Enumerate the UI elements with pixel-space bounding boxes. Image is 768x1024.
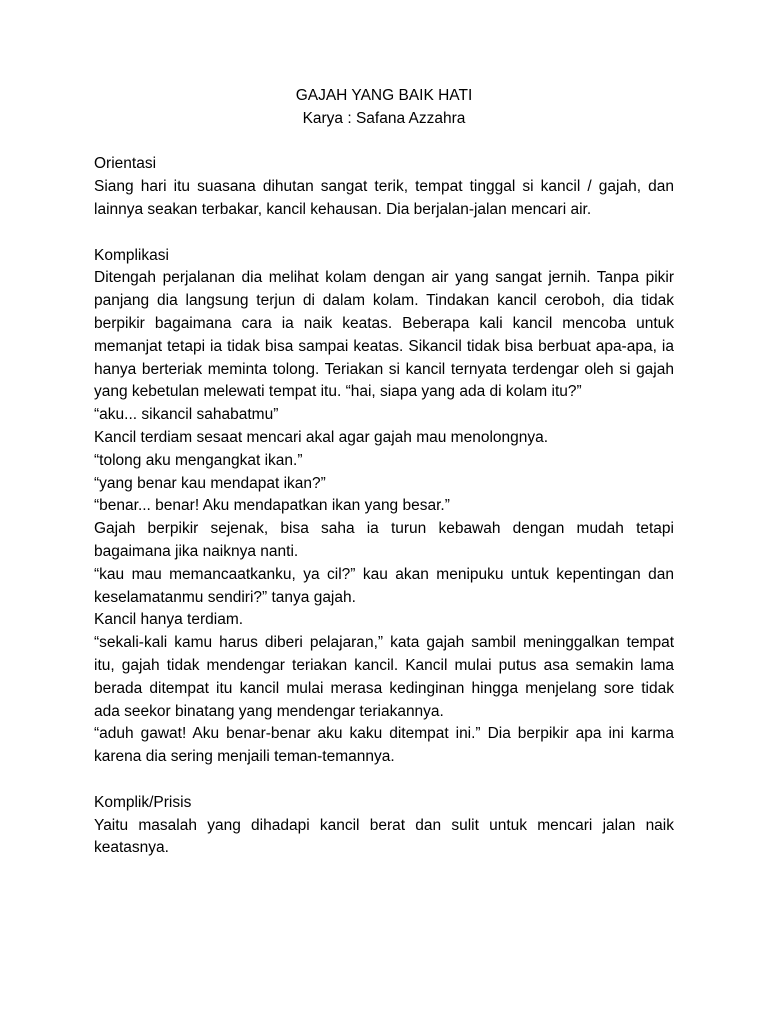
paragraph: Kancil terdiam sesaat mencari akal agar gajah mau menolongnya. — [94, 428, 549, 446]
title-block — [94, 85, 674, 131]
section-heading: Orientasi — [94, 155, 157, 173]
dialogue-line: “tolong aku mengangkat ikan.” — [94, 451, 303, 469]
paragraph: Gajah berpikir sejenak, bisa saha ia turun kebawah dengan mudah tetapi bagaimana jika naiknya nanti. — [94, 520, 674, 560]
blank-line — [94, 222, 674, 245]
document-page — [94, 85, 674, 860]
section-heading: Komplik/Prisis — [94, 793, 192, 811]
dialogue-line: “aku... sikancil sahabatmu” — [94, 406, 279, 424]
dialogue-line: “kau mau memancaatkanku, ya cil?” kau akan menipuku untuk kepentingan dan keselamatanmu sendiri?” tanya gajah. — [94, 565, 674, 606]
document-author: Karya : Safana Azzahra — [302, 109, 466, 127]
paragraph: Siang hari itu suasana dihutan sangat terik, tempat tinggal si kancil / gajah, dan lainnya seakan terbakar, kancil kehausan. Dia berjalan-jalan mencari air. — [94, 178, 674, 218]
blank-line — [94, 131, 674, 154]
section-komplikasi — [94, 245, 674, 769]
dialogue-line: “yang benar kau mendapat ikan?” — [94, 474, 326, 492]
dialogue-line: “benar... benar! Aku mendapatkan ikan yang besar.” — [94, 497, 450, 515]
paragraph: Kancil hanya terdiam. — [94, 611, 244, 629]
section-komplik-prisis — [94, 792, 674, 860]
section-heading: Komplikasi — [94, 246, 169, 264]
blank-line — [94, 769, 674, 792]
paragraph: Yaitu masalah yang dihadapi kancil berat dan sulit untuk mencari jalan naik keatasnya. — [94, 816, 674, 857]
document-title: GAJAH YANG BAIK HATI — [295, 87, 473, 104]
dialogue-line: “aduh gawat! Aku benar-benar aku kaku ditempat ini.” Dia berpikir apa ini karma karena dia sering menjaili teman-temannya. — [94, 725, 674, 766]
paragraph: Ditengah perjalanan dia melihat kolam dengan air yang sangat jernih. Tanpa pikir panjang dia langsung terjun di dalam kolam. Tindakan kancil ceroboh, dia tidak berpikir bagaimana cara ia naik keatas. Beberapa kali kancil mencoba untuk memanjat tetapi ia tidak bisa sampai keatas. Sikancil tidak bisa berbuat apa-apa, ia hanya berteriak meminta tolong. Teriakan si kancil ternyata terdengar oleh si gajah yang kebetulan melewati tempat itu. “hai, siapa yang ada di kolam itu?” — [94, 269, 674, 401]
section-orientasi — [94, 153, 674, 221]
paragraph: “sekali-kali kamu harus diberi pelajaran,” kata gajah sambil meninggalkan tempat itu, gajah tidak mendengar teriakan kancil. Kancil mulai putus asa semakin lama berada ditempat itu kancil mulai merasa kedinginan hingga menjelang sore tidak ada seekor binatang yang mendengar teriakannya. — [94, 634, 674, 720]
